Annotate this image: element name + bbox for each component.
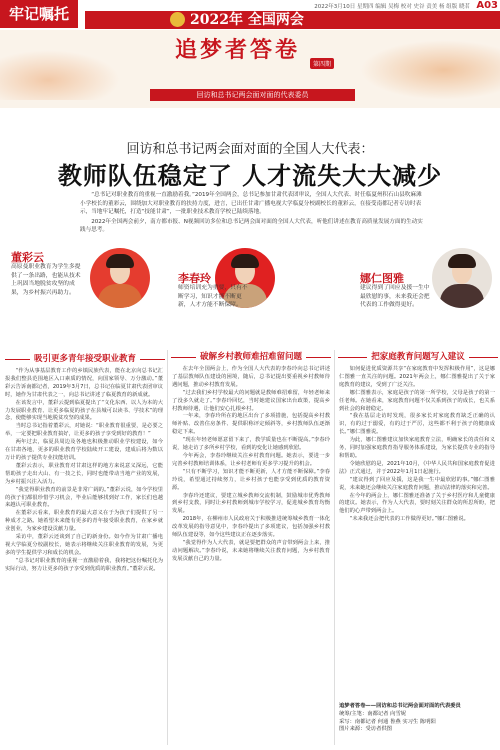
portrait-naren-tuya xyxy=(432,248,492,308)
article-headline: 教师队伍稳定了 人才流失大大减少 xyxy=(57,162,443,190)
lead-paragraph: “总书记对职业教育的重视一直激励着我。”2019年全国两会，总书记参加甘肃代表团审议，全国人大代表、时任临夏州积石山县吹麻滩小学校长的董彩云，围绕加大对职业教育的扶持力度，进言，已出任甘肃广播电视大学临夏分校副校长的董彩云，在接受南都记者专访时表示，当地牢记嘱托，打造“技能甘肃”，一批职业技术教育学校已陆续落地。 xyxy=(80,192,422,216)
section-title: 破解乡村教师难招难留问题 xyxy=(171,350,331,364)
hero-title: 追梦者答卷 xyxy=(175,37,301,63)
decor-cloud-left xyxy=(0,50,120,100)
meta-line: 2022年3月10日 星期四 编辑 吴梅 校对 史谷 责美 杨 组版 晓茗 xyxy=(314,4,470,10)
article-column-3: 如何促进优质资源共享“在家庭教育中发挥积极作用”，这是娜仁图雅一直关注的问题。2021年两会上，娜仁图雅提出了关于家庭教育的建议，受到了广泛关注。 娜仁图雅表示，家庭是孩子的第一所学校，父母是孩子的第一任老师。在她看来，家庭教育问题不仅关系到孩子的成长，也关系到社会的和谐稳定。 “我在基层走访时发现，很多家长对家庭教育缺乏正确的认识，有的过于溺爱，有的过于严厉，这些都不利于孩子的健康成长。”娜仁图雅说。 为此，娜仁图雅建议加快家庭教育立法，明确家长的责任和义务，同时加强家庭教育指导服务体系建设，为家长提供专业的指导和帮助。 令她欣慰的是，2021年10月，《中华人民共和国家庭教育促进法》正式通过，并于2022年1月1日起施行。 “建议得到了回应及援，这是我一生中最欣慰的事。”娜仁图雅说，未来她还会继续关注家庭教育问题，推动法律的落实和完善。 在今年的两会上，娜仁图雅还准备了关于乡村医疗和儿童健康的建议。她表示，作为人大代表，要时刻关注群众的所思所盼，把他们的心声带到两会上。 “未来我还会把代表的工作做得更好。”娜仁图雅说。 xyxy=(339,366,495,523)
article-lead xyxy=(80,191,425,236)
section-title: 把家庭教育问题写入建议 xyxy=(338,350,498,364)
person-quote: 高原曼职业教育为学生多提供了一条出路，也能从技术上巩固当地脱贫攻坚的成果，为乡村振兴再助力。 xyxy=(11,264,81,296)
column-badge: 牢记嘱托 xyxy=(0,0,78,28)
hero-subtitle: 回访和总书记两会面对面的代表委员 xyxy=(196,91,309,99)
person-name: 董彩云 xyxy=(11,251,44,264)
lead-paragraph: 2022年全国两会前夕，南方都市报、N视频回访多位和总书记两会面对面的全国人大代表，听他们讲述在教育高质量发展方面的生动实践与思考。 xyxy=(80,218,423,234)
column-divider xyxy=(167,350,168,745)
decor-cloud-right xyxy=(360,40,500,100)
column-divider xyxy=(334,350,335,745)
article-column-2: 在去年全国两会上，作为全国人大代表的李春玲向总书记讲述了基层教师队伍建设的困境，随后，总书记提出要重视乡村教师待遇问题，推动乡村教育发展。 “过去我们乡村学校最大的问题就是教师难招难留，年轻老师来了没多久就走了。”李春玲回忆，当时她建议国家出台政策，提高乡村教师待遇，让他们安心扎根乡村。 一年来，李春玲所在的地区出台了多项措施，包括提高乡村教师补贴、改善住房条件、提供职称评定倾斜等，乡村教师队伍逐渐稳定下来。 “现在年轻老师愿意留下来了，教学质量也在不断提高。”李春玲说，她走访了多所乡村学校，看到的变化让她感到欣慰。 今年两会，李春玲继续关注乡村教育问题。她表示，要进一步完善乡村教师培训体系，让乡村老师有更多学习提升的机会。 “只有不断学习，知识才能不断更新，人才方能不断保障。”李春玲说，希望通过持续努力，让乡村孩子也能享受到优质的教育资源。 李春玲还建议，要建立城乡教师交流机制，鼓励城市优秀教师到乡村支教，同时让乡村教师到城市学校学习，促进城乡教育均衡发展。 2018年，在柳州市人民政府关于积极推进统筹城乡教育一体化改革发展的指导意见中，李春玲提出了多项建议，包括加强乡村教师队伍建设等，如今这些建议正在逐步落实。 “我觉得作为人大代表，就是要把群众的声音带到两会上来，推动问题解决。”李春玲说，未来她将继续关注教育问题，为乡村教育发展贡献自己的力量。 xyxy=(172,366,330,562)
page-number: A03 xyxy=(476,0,498,11)
person-quote: 师资培训充为重要，只有不断学习，知识才能不断更新，人才方能不断保障。 xyxy=(178,285,248,308)
person-name: 娜仁图雅 xyxy=(360,272,404,285)
article-column-1: “作为从事基层教育工作的乡镇民族代表，能在北京向总书记汇报我们整县范围地区入口素质的情况，向国家领导、万分激动。”董彩云告诉南都记者，2019年3月7日，总书记在临夏甘肃代表团审议时，她作为甘肃代表之一，向总书记讲述了临夏教育的新成就。 在该发言中，董彩云提到临夏提出了“文化东西、以人为本的大力发展职业教育、让更多临夏的孩子在县城可以读书、学技术”的理念，使能够实现当地脱贫攻坚的成果。 当时总书记指着董彩云，对她说：“职业教育很重要，是必要之举，一定要把职业教育搞好，让更多的孩子享受到好的教育！” 两年过去，临夏县周边及各地也积极推动职业学校建设，如今在甘肃各地，更多的职业教育学校陆续开工建设，建成后将为数以万计的孩子提供专业技能培训。 董彩云表示，职业教育对甘肃这样的地方来说意义深远，它能帮助孩子走出大山、有一技之长，同时也能带动当地产业的发展，为乡村振兴注入活力。 “我觉得职业教育的前景是非常广阔的。”董彩云说，如今学校里的孩子们都很珍惜学习机会，毕业后能够找到好工作，家长们也越来越认可职业教育。 在董彩云看来，职业教育的最大意义在于为孩子们提供了另一种成才之路。她希望未来能有更多的青年接受职业教育，在家乡就业创业，为家乡建设贡献力量。 采访中，董彩云还谈到了自己的新身份。如今作为甘肃广播电视大学临夏分校副校长，她表示将继续关注职业教育的发展，为更多的学生提供学习和成长的机会。 “总书记对职业教育的重视一直激励着我，我将把这份嘱托化为实际行动，努力让更多的孩子享受到优质的职业教育。”董彩云说。 xyxy=(5,368,163,572)
person-quote: 建议得到了回应及援一生中最欣慰的事，未来我还会把代表的工作做得更好。 xyxy=(360,285,430,308)
article-credits: 追梦者答卷——回访和总书记两会面对面的代表委员 统筹/主笔：南都记者 向雪妮 采写：南都记者 何通 鲁燕 实习生 陈明阳 图片来源：受访者供图 xyxy=(339,703,461,733)
banner-title: 2022年 全国两会 xyxy=(190,12,304,28)
person-name: 李春玲 xyxy=(178,272,211,285)
issue-badge: 第四期 xyxy=(310,58,334,69)
portrait-dong-caiyun xyxy=(90,248,150,308)
emblem-icon xyxy=(170,12,185,27)
section-title: 吸引更多青年接受职业教育 xyxy=(5,352,165,366)
article-subtitle: 回访和总书记两会面对面的全国人大代表： xyxy=(126,142,374,157)
